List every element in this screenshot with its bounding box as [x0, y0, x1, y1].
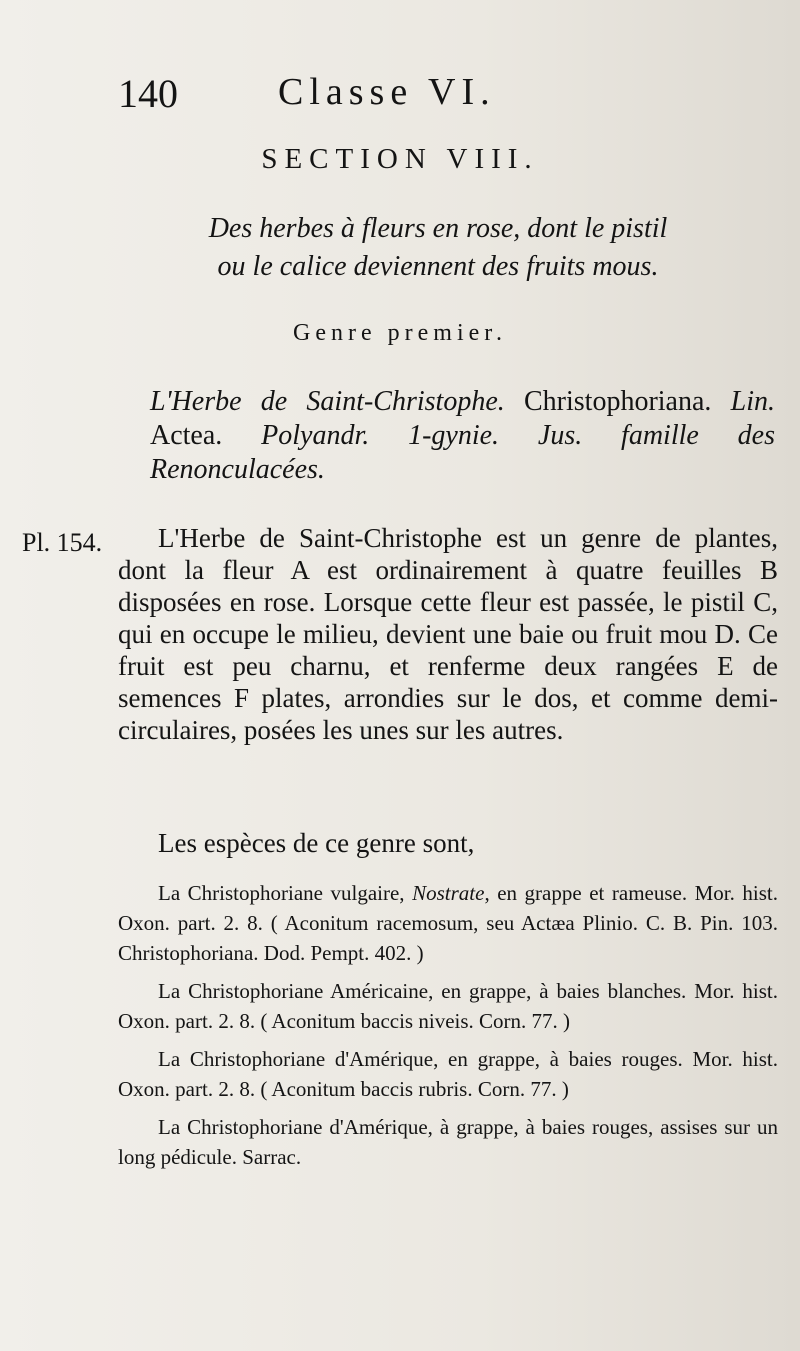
section-title: SECTION VIII. — [261, 143, 539, 175]
species-item — [118, 976, 778, 1036]
species-text: La Christophoriane vulgaire, — [158, 881, 413, 905]
genre-title-roman-1: Christophoriana. — [504, 386, 712, 417]
species-text: La Christophoriane d'Amérique, en grappe, à baies rouges. Mor. hist. Oxon. part. 2. 8. ( Aconitum baccis rubris. Corn. 77. ) — [118, 1047, 778, 1101]
page-header — [118, 70, 758, 120]
species-item — [118, 1044, 778, 1104]
body-paragraph: L'Herbe de Saint-Christophe est un genre de plantes, dont la fleur A est ordinairement à quatre feuilles B disposées en rose. Lorsque cette fleur est passée, le pistil C, qui en occupe le milieu, devient une baie ou fruit mou D. Ce fruit est peu charnu, et renferme deux rangées E de semences F plates, arrondies sur le dos, et comme demi-circulaires, posées les unes sur les autres. — [118, 523, 778, 745]
genre-title-italic-2: Lin. — [711, 386, 775, 417]
genre-title-roman-2: Actea. — [150, 420, 223, 451]
genre-title-italic-1: L'Herbe de Saint-Christophe. — [150, 386, 505, 417]
species-item — [118, 878, 778, 968]
genre-title — [150, 385, 775, 487]
section-subtitle — [118, 210, 758, 286]
running-head: Classe VI. — [278, 71, 496, 113]
genre-heading: Genre premier. — [293, 320, 507, 346]
section-subtitle-line-2: ou le calice deviennent des fruits mous. — [217, 251, 659, 282]
species-italic-name: Nostrate — [412, 881, 485, 905]
species-text: La Christophoriane d'Amérique, à grappe, à baies rouges, assises sur un long pédicule. Sarrac. — [118, 1115, 778, 1169]
species-item — [118, 1112, 778, 1172]
species-heading: Les espèces de ce genre sont, — [158, 828, 475, 858]
genre-title-italic-3: Polyandr. 1-gynie. Jus. famille des Renonculacées. — [150, 420, 775, 485]
page-number: 140 — [118, 71, 178, 116]
plate-reference: Pl. 154. — [22, 528, 103, 557]
section-subtitle-line-1: Des herbes à fleurs en rose, dont le pistil — [208, 213, 668, 244]
species-text: , en grappe et rameuse. Mor. hist. Oxon. part. 2. 8. ( Aconitum racemosum, seu Actæa Plinio. C. B. Pin. 103. Christophoriana. Dod. Pempt. 402. ) — [118, 881, 779, 965]
species-list — [118, 878, 778, 1180]
species-text: La Christophoriane Américaine, en grappe, à baies blanches. Mor. hist. Oxon. part. 2. 8. ( Aconitum baccis niveis. Corn. 77. ) — [118, 979, 778, 1033]
